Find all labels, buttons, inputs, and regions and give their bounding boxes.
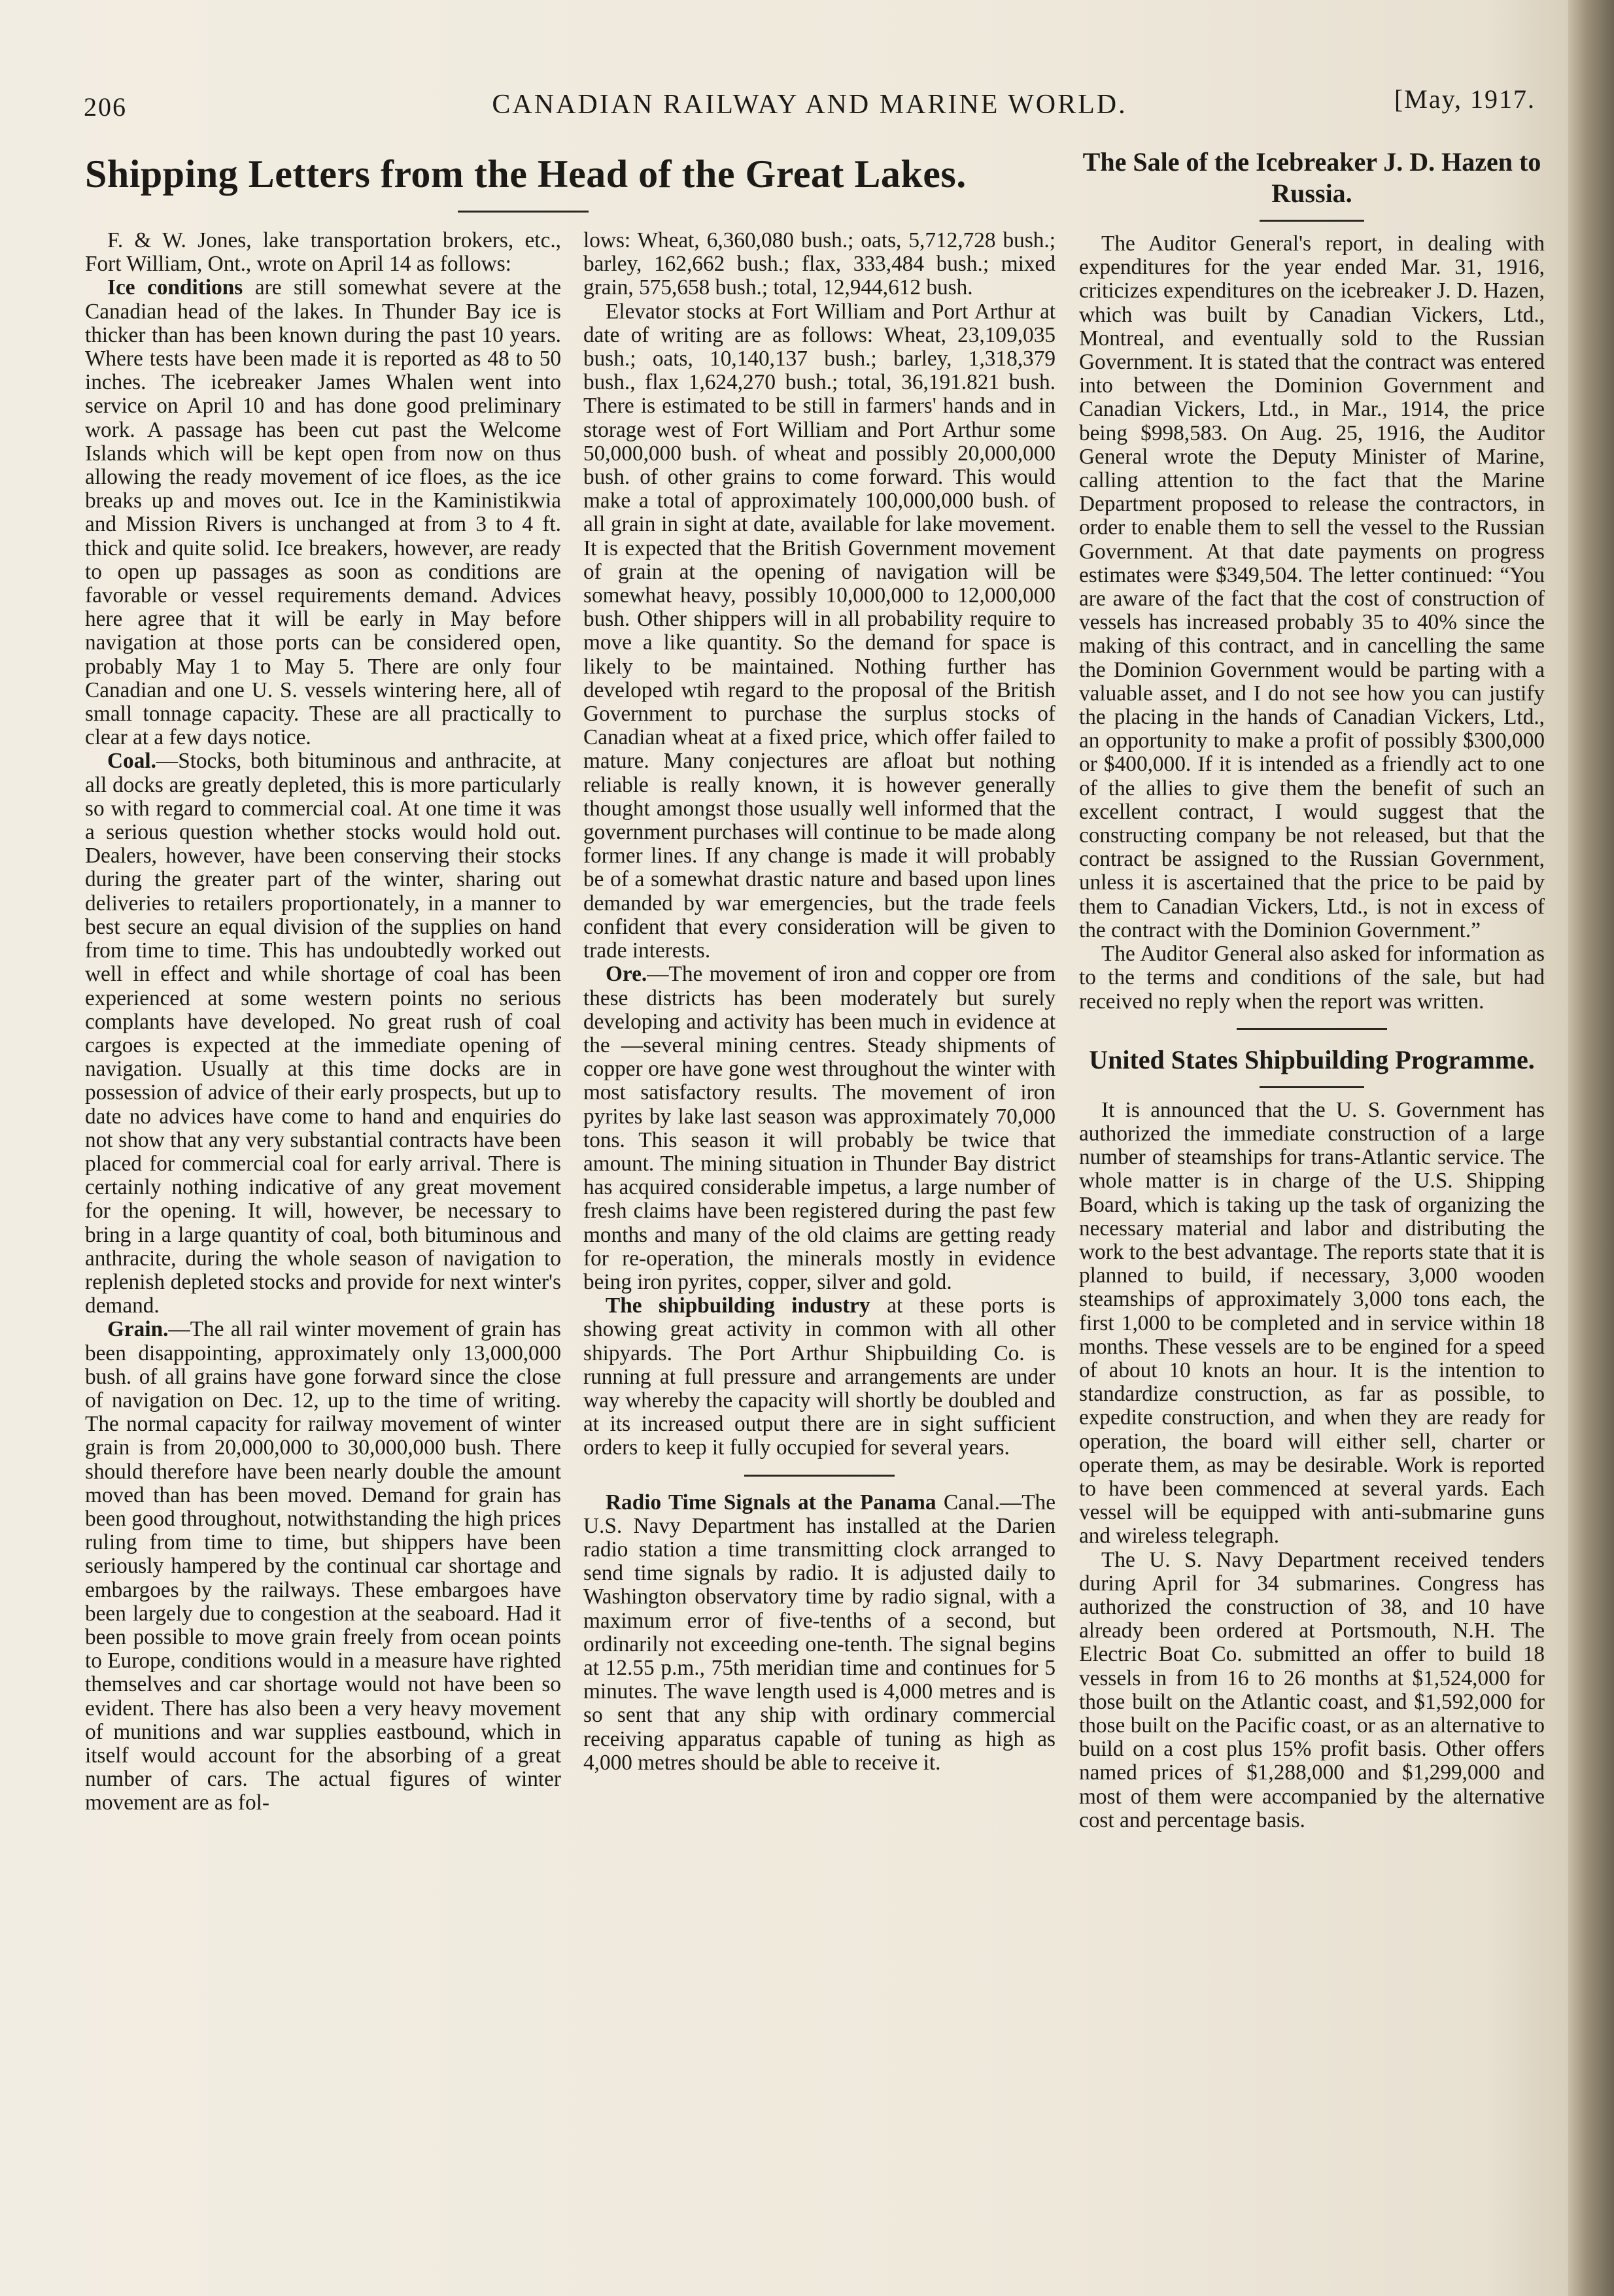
us-shipbuilding-headline: United States Shipbuilding Programme.	[1089, 1044, 1535, 1074]
grain-run-head: Grain.	[107, 1317, 169, 1342]
ore-text: —The movement of iron and copper ore from these districts has been moderately but surely developing and activity has been much in evidence at the —several mining centres. Steady shipments of copper ore have gone west throughout the winter with most satisfactory results. The movement of iron pyrites by lake last season was approximately 70,000 tons. This season it will probably be twice that amount. The mining situation in Thunder Bay district has acquired considerable impetus, a large number of fresh claims have been registered during the past few months and many of the old claims are getting ready for re-operation, the minerals mostly in evidence being iron pyrites, copper, silver and gold.	[583, 962, 1056, 1294]
headline-rule	[458, 211, 589, 213]
coal-text: —Stocks, both bituminous and anthracite, at all docks are greatly depleted, this is more particularly so with regard to commercial coal. At one time it was a serious question whether stocks would hold out. Dealers, however, have been conserving their stocks during the greater part of the winter, sharing out deliveries to retailers proportionately, in a manner to best secure an equal division of the supplies on hand from time to time. This has undoubtedly worked out well in effect and while shortage of coal has been experienced at some western points no serious complants have developed. No great rush of coal cargoes is expected at the immediate opening of navigation. Usually at this time docks are in possession of advice of their early prospects, but up to date no advices have come to hand and enquiries do not show that any very substantial contracts have been placed for commercial coal for early arrival. There is certainly nothing indicative of any great movement for the opening. It will, however, be necessary to bring in a large quantity of coal, both bituminous and anthracite, during the whole season of navigation to replenish depleted stocks and provide for next winter's demand.	[85, 749, 561, 1318]
book-binding-edge	[1568, 0, 1614, 2296]
shipbuilding-industry-paragraph	[583, 1294, 1056, 1460]
issue-date: [May, 1917.	[1394, 84, 1536, 114]
ore-paragraph	[583, 963, 1056, 1294]
radio-text: Canal.—The U.S. Navy Department has installed at the Darien radio station a time transmitting clock arranged to send time signals by radio. It is adjusted daily to Washington observatory time by radio signal, with a maximum error of five-tenths of a second, but ordinarily not exceeding one-tenth. The signal begins at 12.55 p.m., 75th meridian time and continues for 5 minutes. The wave length used is 4,000 metres and is so sent that any ship with ordinary commercial receiving apparatus capable of tuning as high as 4,000 metres should be able to receive it.	[583, 1490, 1056, 1775]
column-2	[583, 229, 1056, 1775]
us-shipbuilding-paragraph-1: It is announced that the U. S. Government has authorized the immediate construction of a large number of steamships for trans-Atlantic service. The whole matter is in charge of the U.S. Shipping Board, which is taking up the task of organizing the necessary material and labor and distributing the work to the best advantage. The reports state that it is planned to build, if necessary, 3,000 wooden steamships of approximately 3,000 tons each, the first 1,000 to be completed and in service within 18 months. These vessels are to be engined for a speed of about 10 knots an hour. It is the intention to standardize construction, as far as possible, to expedite construction, and when they are ready for operation, the board will either sell, charter or operate them, as may be desirable. Work is reported to have been commenced at several yards. Each vessel will be equipped with anti-submarine guns and wireless telegraph.	[1079, 1097, 1545, 1549]
page-number: 206	[84, 92, 127, 122]
coal-run-head: Coal.	[107, 749, 156, 774]
ice-run-head: Ice conditions	[107, 275, 243, 300]
column-3	[1079, 144, 1545, 1832]
intro-paragraph: F. & W. Jones, lake transportation brokers, etc., Fort William, Ont., wrote on April 14 as follows:	[85, 228, 561, 277]
coal-paragraph	[85, 749, 561, 1318]
article-separator	[1237, 1028, 1387, 1030]
icebreaker-paragraph-2: The Auditor General also asked for information as to the terms and conditions of the sale, but had received no reply when the report was written.	[1079, 942, 1545, 1014]
ore-run-head: Ore.	[606, 962, 647, 987]
article-separator	[744, 1475, 895, 1477]
column-1	[85, 229, 561, 1815]
running-head	[84, 84, 1536, 123]
grain-text: —The all rail winter movement of grain has been disappointing, approximately only 13,000,000 bush. of all grains have gone forward since the close of navigation on Dec. 12, up to the time of writing. The normal capacity for railway movement of winter grain is from 20,000,000 to 30,000,000 bush. There should therefore have been nearly double the amount moved than has been moved. Demand for grain has been good throughout, notwithstanding the high prices ruling from time to time, but shippers have been seriously hampered by the continual car shortage and embargoes by the railways. These embargoes have been largely due to congestion at the seaboard. Had it been possible to move grain freely from ocean points to Europe, conditions would in a measure have righted themselves and car shortage would not have been so evident. There has also been a very heavy movement of munitions and war supplies eastbound, which in itself would account for the absorbing of a great number of cars. The actual figures of winter movement are as fol-	[85, 1317, 561, 1815]
grain-paragraph	[85, 1318, 561, 1815]
elevator-text: Elevator stocks at Fort William and Port Arthur at date of writing are as follows: Wheat, 23,109,035 bush.; oats, 10,140,137 bush.; barley, 1,318,379 bush., flax 1,624,270 bush.; total, 36,191.821 bush. There is estimated to be still in farmers' hands and in storage west of Fort William and Port Arthur some 50,000,000 bush. of wheat and possibly 20,000,000 bush. of other grains to come forward. This would make a total of approximately 100,000,000 bush. of all grain in sight at date, available for lake movement. It is expected that the British Government movement of grain at the opening of navigation will be somewhat heavy, possibly 10,000,000 to 12,000,000 bush. Other shippers will in all probability require to move a like quantity. So the demand for space is likely to be maintained. Nothing further has developed wtih regard to the proposal of the British Government to purchase the surplus stocks of Canadian wheat at a fixed price, which offer failed to mature. Many conjectures are afloat but nothing reliable is really known, it is however generally thought amongst those usually well informed that the government purchases will continue to be made along former lines. If any change is made it will probably be of a somewhat drastic nature and based upon lines demanded by war emergencies, but the trade feels confident that every consideration will be given to trade interests.	[583, 299, 1056, 963]
shipbuilding-industry-text: at these ports is showing great activity in common with all other shipyards. The Port Arthur Shipbuilding Co. is running at full pressure and arrangements are under way whereby the capacity will shortly be doubled and at its increased output there are in sight sufficient orders to keep it fully occupied for several years.	[583, 1294, 1056, 1460]
us-shipbuilding-paragraph-2: The U. S. Navy Department received tenders during April for 34 submarines. Congress has authorized the construction of 38, and 10 have already been ordered at Portsmouth, N.H. The Electric Boat Co. submitted an offer to build 18 vessels in from 16 to 26 months at $1,524,000 for those built on the Atlantic coast, and $1,592,000 for those built on the Pacific coast, or as an alternative to build on a cost plus 15% profit basis. Other offers named prices of $1,288,000 and $1,299,000 and most of them were accompanied by the alternative cost and percentage basis.	[1079, 1547, 1545, 1832]
grain-continued-paragraph	[583, 229, 1056, 300]
main-headline: Shipping Letters from the Head of the Great Lakes.	[85, 152, 967, 196]
ice-text: are still somewhat severe at the Canadian head of the lakes. In Thunder Bay ice is thicker than has been known during the past 10 years. Where tests have been made it is reported as 48 to 50 inches. The icebreaker James Whalen went into service on April 10 and has done good preliminary work. A passage has been cut past the Welcome Islands which will be kept open from now on thus allowing the ready movement of ice floes, as the ice breaks up and moves out. Ice in the Kaministikwia and Mission Rivers is unchanged at from 3 to 4 ft. thick and quite solid. Ice breakers, however, are ready to open up passages as soon as conditions are favorable or vessel requirements demand. Advices here agree that it will be early in May before navigation at those ports can be considered open, probably May 1 to May 5. There are only four Canadian and one U. S. vessels wintering here, all of small tonnage capacity. These are all practically to clear at a few days notice.	[85, 275, 561, 750]
shipbuilding-run-head: The shipbuilding industry	[606, 1294, 870, 1318]
journal-title: CANADIAN RAILWAY AND MARINE WORLD.	[492, 90, 1127, 120]
grain-cont-text: lows: Wheat, 6,360,080 bush.; oats, 5,712,728 bush.; barley, 162,662 bush.; flax, 333,484 bush.; mixed grain, 575,658 bush.; total, 12,944,612 bush.	[583, 228, 1056, 300]
radio-paragraph	[583, 1491, 1056, 1775]
icebreaker-paragraph-1: The Auditor General's report, in dealing with expenditures for the year ended Mar. 31, 1916, criticizes expenditures on the icebreaker J. D. Hazen, which was built by Canadian Vickers, Ltd., Montreal, and eventually sold to the Russian Government. It is stated that the contract was entered into between the Dominion Government and Canadian Vickers, Ltd., in Mar., 1914, the price being $998,583. On Aug. 25, 1916, the Auditor General wrote the Deputy Minister of Marine, calling attention to the fact that the Marine Department proposed to release the contractors, in order to enable them to sell the vessel to the Russian Government. At that date payments on progress estimates were $349,504. The letter continued: “You are aware of the fact that the cost of construction of vessels has increased probably 35 to 40% since the making of this contract, and in cancelling the same the Dominion Government would be parting with a valuable asset, and I do not see how you can justify the placing in the hands of Canadian Vickers, Ltd., an opportunity to make a profit of possibly $300,000 or $400,000. If it is intended as a friendly act to one of the allies to give them the benefit of such an excellent contract, I would suggest that the constructing company be not released, but that the contract be assigned to the Russian Government, unless it is ascertained that the price to be paid by them to Canadian Vickers, Ltd., is not in excess of the contract with the Dominion Government.”	[1079, 231, 1545, 942]
elevator-paragraph	[583, 300, 1056, 963]
icebreaker-headline: The Sale of the Icebreaker J. D. Hazen to Russia.	[1082, 147, 1541, 208]
icebreaker-rule	[1260, 220, 1364, 222]
us-shipbuilding-rule	[1260, 1086, 1364, 1088]
radio-run-head: Radio Time Signals at the Panama	[606, 1490, 936, 1515]
ice-paragraph	[85, 276, 561, 749]
